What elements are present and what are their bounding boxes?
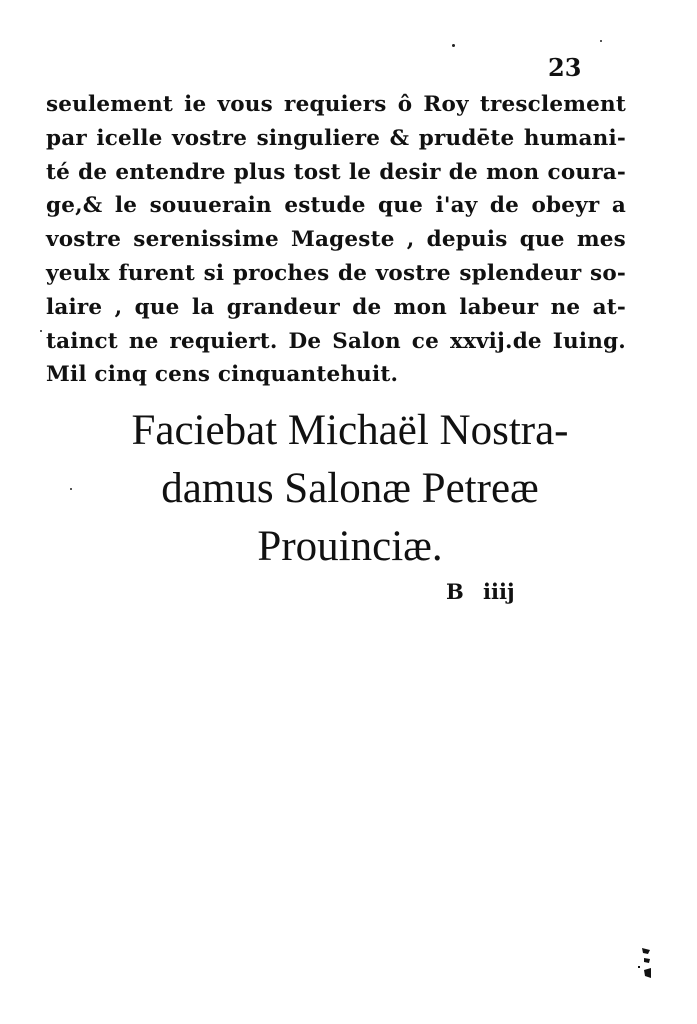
text-line: tainct ne requiert. De Salon ce xxvij.de Iuing. bbox=[46, 328, 626, 354]
text-line: té de entendre plus tost le desir de mon coura- bbox=[46, 159, 626, 185]
scan-edge-mark bbox=[634, 944, 654, 984]
colophon-line: damus Salonæ Petreæ bbox=[161, 465, 539, 512]
colophon-line: Faciebat Michaël Nostra- bbox=[131, 407, 569, 454]
scan-speck bbox=[600, 40, 602, 42]
text-line: yeulx furent si proches de vostre splendeur so- bbox=[46, 260, 626, 286]
text-line: par icelle vostre singuliere & prudēte humani- bbox=[46, 125, 626, 151]
colophon-line: Prouinciæ. bbox=[257, 523, 443, 570]
scan-speck bbox=[70, 488, 72, 490]
text-line: laire , que la grandeur de mon labeur ne at- bbox=[46, 294, 626, 320]
text-line: Mil cinq cens cinquantehuit. bbox=[46, 362, 399, 388]
scan-speck bbox=[452, 44, 455, 47]
signature-mark: B iiij bbox=[446, 579, 515, 604]
colophon bbox=[40, 402, 660, 576]
text-line: seulement ie vous requiers ô Roy tresclement bbox=[46, 92, 626, 117]
text-line: vostre serenissime Mageste , depuis que mes bbox=[46, 227, 626, 253]
page-number: 23 bbox=[548, 53, 582, 82]
text-line: ge,& le souuerain estude que i'ay de obeyr a bbox=[46, 193, 626, 219]
body-paragraph bbox=[46, 88, 626, 392]
scan-speck bbox=[40, 330, 42, 332]
